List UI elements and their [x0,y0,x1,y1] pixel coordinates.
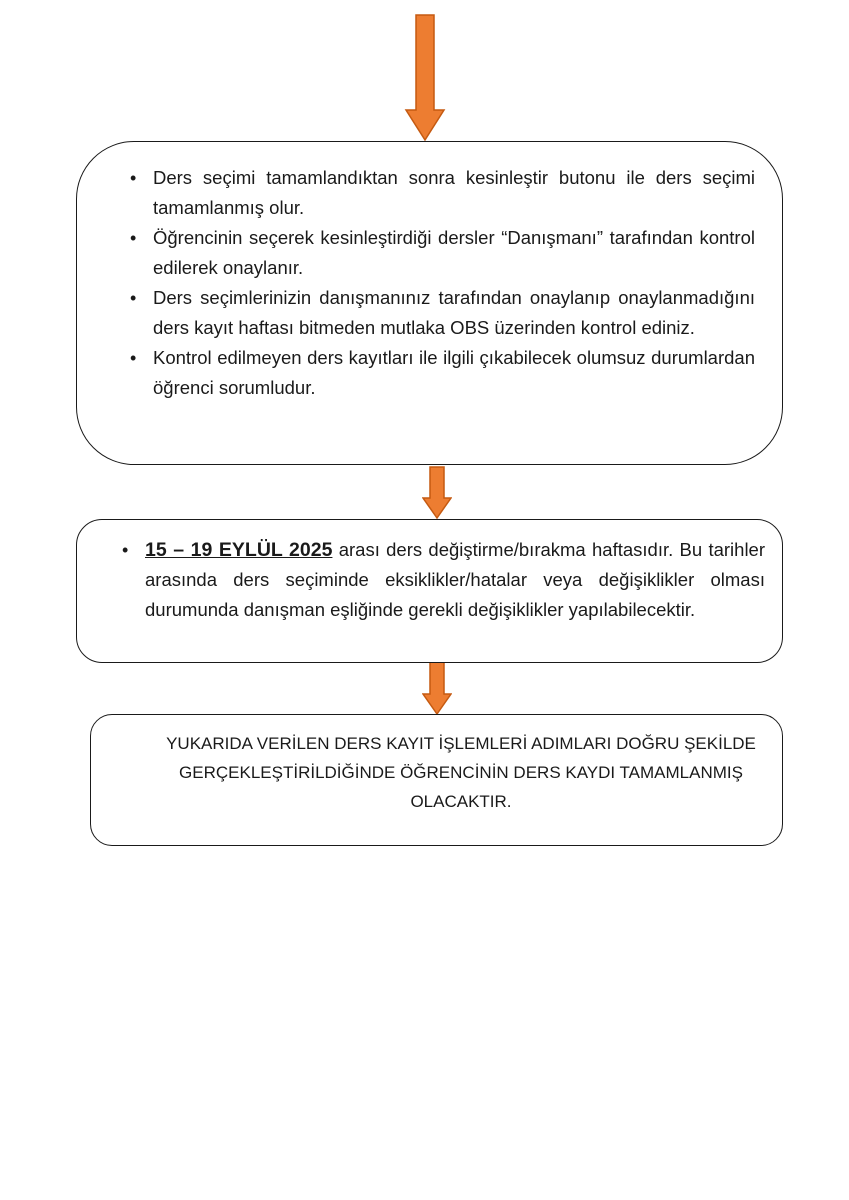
bullet-icon: • [130,228,137,248]
list-item: • Ders seçimi tamamlandıktan sonra kesinleştir butonu ile ders seçimi tamamlanmış olur. [153,163,755,223]
bullet-icon: • [122,540,129,560]
add-drop-list [122,535,765,625]
down-arrow-icon [422,466,452,520]
bullet-icon: • [130,288,137,308]
registration-notes-list [130,163,755,403]
down-arrow-icon [404,14,446,142]
list-item: • Kontrol edilmeyen ders kayıtları ile ilgili çıkabilecek olumsuz durumlardan öğrenci sorumludur. [153,343,755,403]
list-item [122,535,765,625]
down-arrow-icon [422,660,452,716]
list-item: • Ders seçimlerinizin danışmanınız tarafından onaylanıp onaylanmadığını ders kayıt haftası bitmeden mutlaka OBS üzerinden kontrol ediniz. [153,283,755,343]
add-drop-text: arası ders değiştirme/bırakma haftasıdır. Bu tarihler arasında ders seçiminde eksiklikler/hatalar veya değişiklikler olması durumunda danışman eşliğinde gerekli değişiklikler yapılabilecektir. [145,539,765,620]
list-item: • Öğrencinin seçerek kesinleştirdiği dersler “Danışmanı” tarafından kontrol edilerek onaylanır. [153,223,755,283]
bullet-icon: • [130,348,137,368]
completion-message: YUKARIDA VERİLEN DERS KAYIT İŞLEMLERİ ADIMLARI DOĞRU ŞEKİLDE GERÇEKLEŞTİRİLDİĞİNDE ÖĞRENCİNİN DERS KAYDI TAMAMLANMIŞ OLACAKTIR. [166,734,756,811]
add-drop-date: 15 – 19 EYLÜL 2025 [145,539,333,561]
bullet-icon: • [130,168,137,188]
